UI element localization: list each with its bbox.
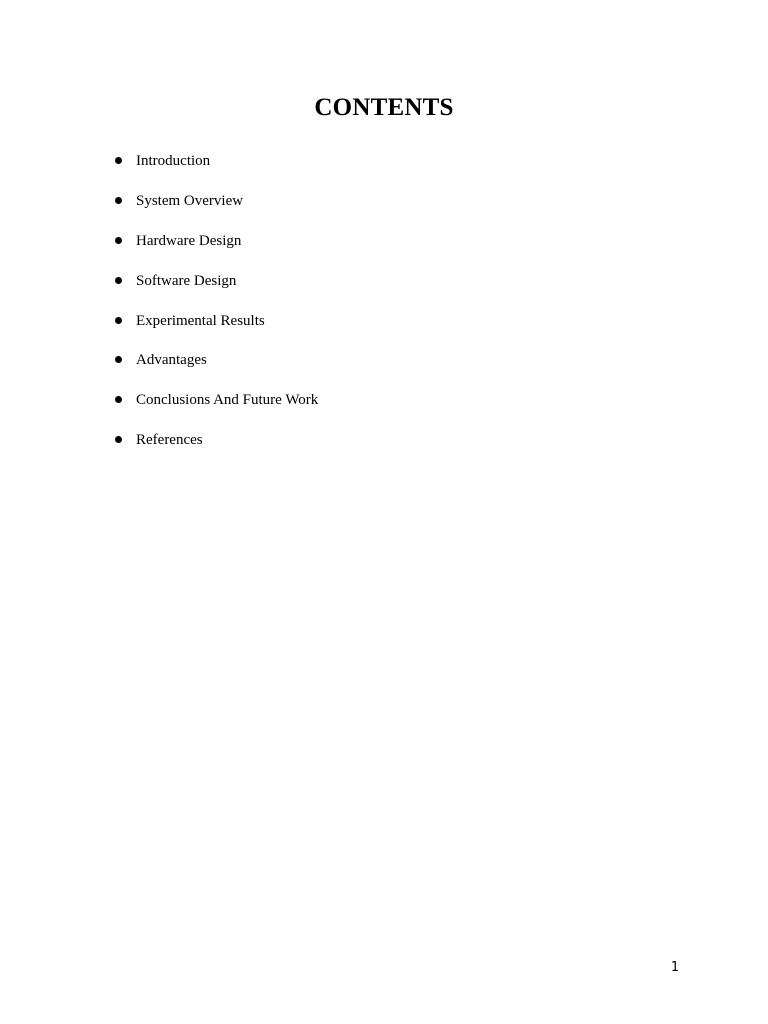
list-item-label: Advantages bbox=[136, 352, 207, 369]
list-item-label: Introduction bbox=[136, 153, 211, 169]
page-title: CONTENTS bbox=[314, 94, 454, 121]
bullet-icon bbox=[115, 277, 122, 284]
page-number: 1 bbox=[670, 960, 680, 975]
bullet-icon bbox=[115, 197, 122, 204]
list-item-label: Conclusions And Future Work bbox=[136, 392, 319, 409]
list-item-label: Hardware Design bbox=[136, 232, 242, 249]
bullet-icon bbox=[115, 356, 122, 363]
bullet-icon bbox=[115, 436, 122, 443]
list-item-label: Software Design bbox=[136, 272, 237, 289]
bullet-icon bbox=[115, 396, 122, 403]
bullet-icon bbox=[115, 157, 122, 164]
list-item-label: Experimental Results bbox=[136, 312, 265, 329]
list-item-label: References bbox=[136, 432, 203, 449]
list-item-label: System Overview bbox=[136, 192, 244, 209]
bullet-icon bbox=[115, 237, 122, 244]
bullet-icon bbox=[115, 317, 122, 324]
